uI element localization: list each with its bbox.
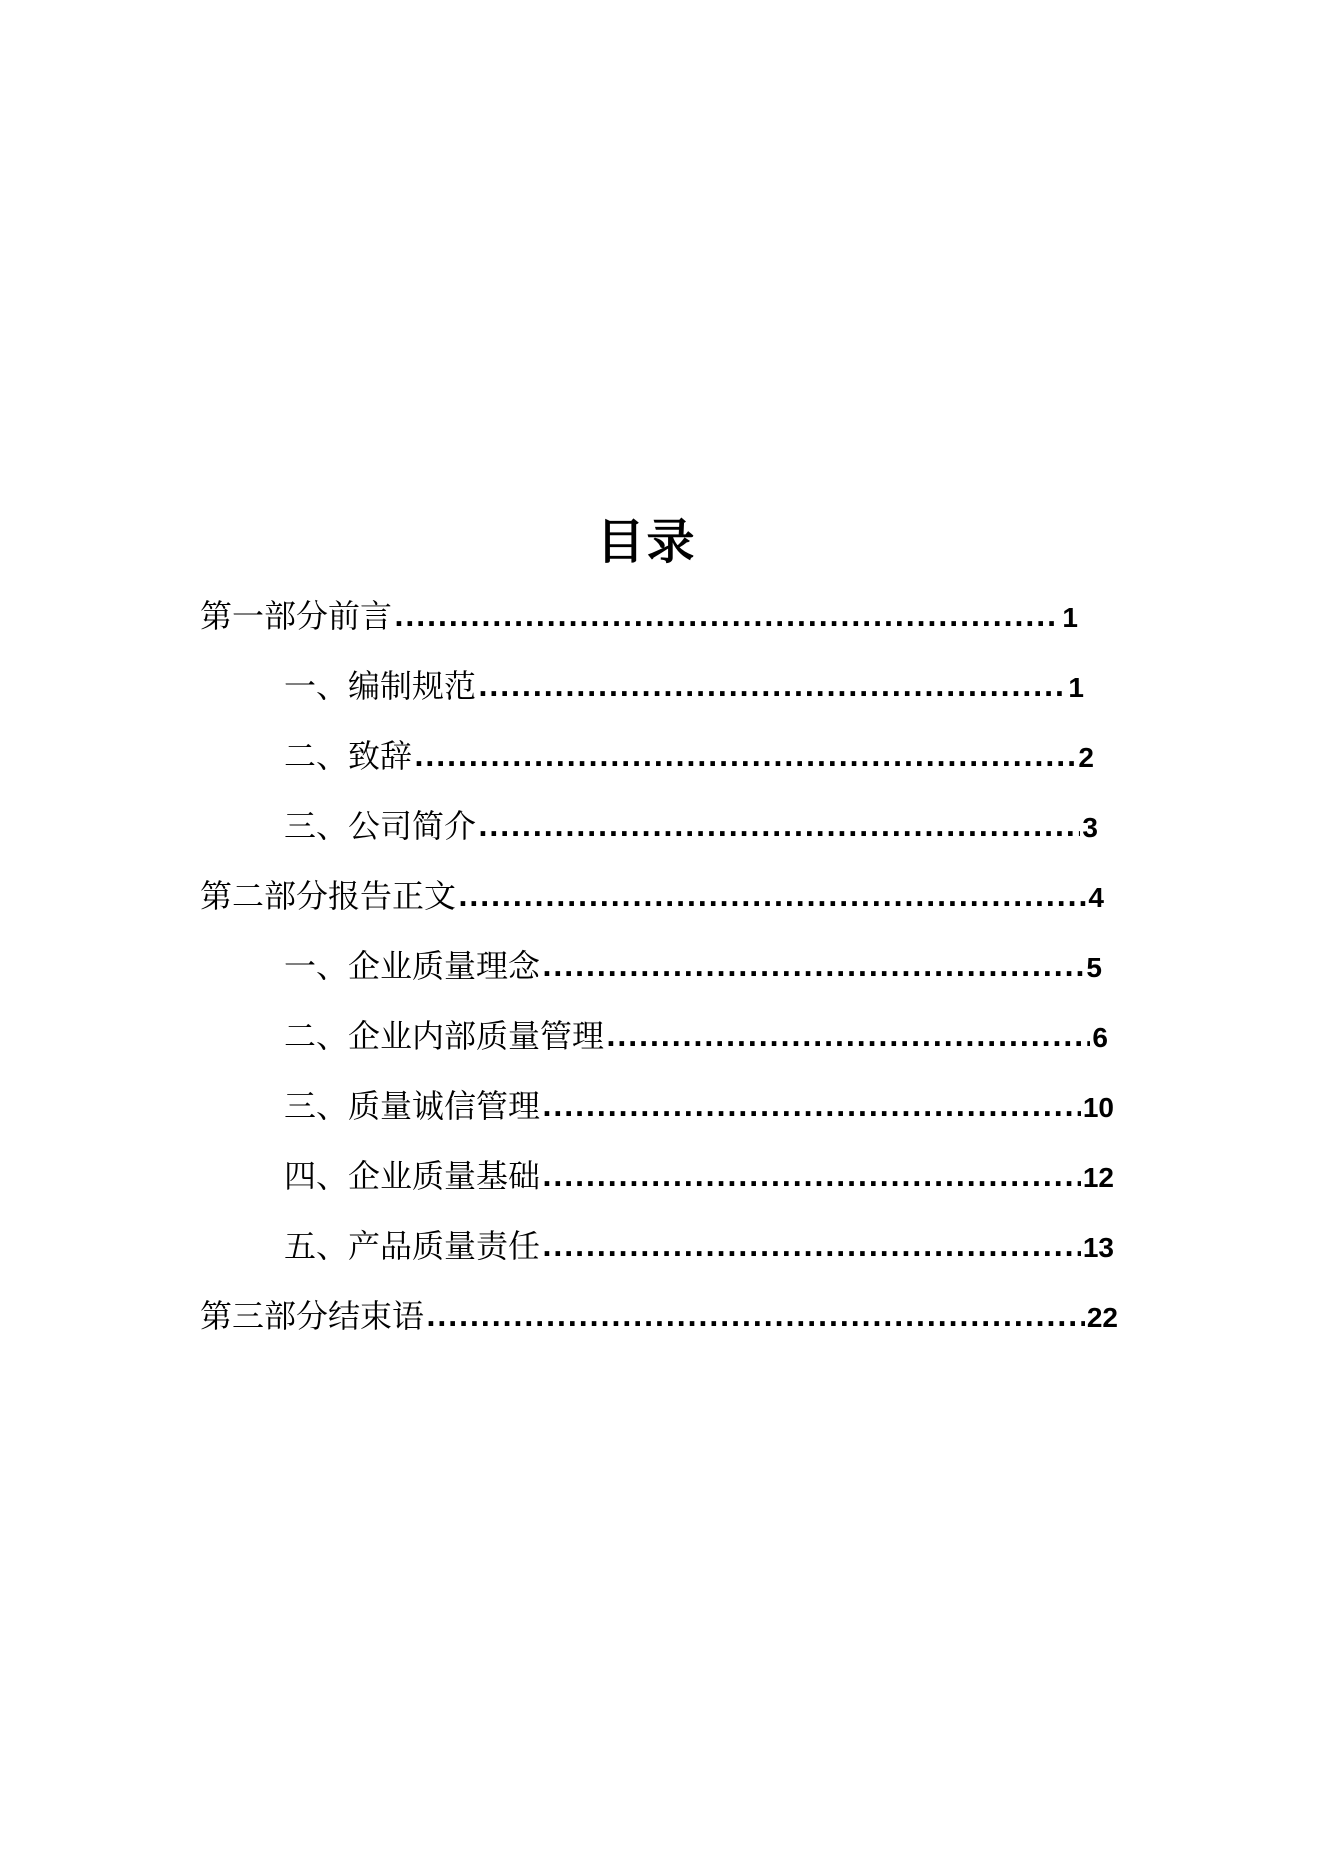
toc-entry-section [284, 1014, 1108, 1058]
toc-entry-part-1 [200, 594, 1078, 638]
toc-page-number: 6 [1092, 1022, 1108, 1053]
toc-page-number: 10 [1082, 1092, 1114, 1123]
toc-entry-label: 编制规范 [348, 667, 477, 705]
toc-dot-leader [540, 1088, 1081, 1128]
toc-entry-label: 致辞 [348, 737, 413, 775]
toc-dot-leader [456, 878, 1086, 918]
toc-page-number: 1 [1068, 672, 1084, 703]
toc-title: 目录 [596, 514, 697, 570]
toc-entry-part-3 [200, 1294, 1118, 1338]
toc-entry-section [284, 804, 1098, 848]
toc-dot-leader [392, 598, 1060, 638]
toc-entry-section [284, 1084, 1114, 1128]
toc-entry-label: 产品质量责任 [348, 1227, 541, 1265]
toc-part-label: 第三部分 [200, 1297, 329, 1335]
toc-section-number: 一、 [284, 667, 349, 705]
toc-section-number: 二、 [284, 737, 349, 775]
toc-entry-label: 质量诚信管理 [348, 1087, 541, 1125]
toc-page-number: 1 [1062, 602, 1078, 633]
toc-part-label: 第二部分 [200, 877, 329, 915]
toc-entry-section [284, 1154, 1114, 1198]
toc-page-number: 13 [1082, 1232, 1114, 1263]
toc-dot-leader [540, 1158, 1081, 1198]
toc-dot-leader [540, 948, 1084, 988]
toc-section-number: 三、 [284, 1087, 349, 1125]
toc-dot-leader [476, 668, 1066, 708]
toc-section-number: 三、 [284, 807, 349, 845]
toc-dot-leader [424, 1298, 1085, 1338]
toc-entry-section [284, 1224, 1114, 1268]
toc-dot-leader [540, 1228, 1081, 1268]
toc-page-number: 4 [1088, 882, 1104, 913]
toc-entry-label: 报告正文 [328, 877, 457, 915]
toc-dot-leader [412, 738, 1076, 778]
toc-section-number: 五、 [284, 1227, 349, 1265]
toc-entry-label: 企业内部质量管理 [348, 1017, 605, 1055]
toc-page-number: 22 [1086, 1302, 1118, 1333]
toc-entry-label: 公司简介 [348, 807, 477, 845]
toc-dot-leader [604, 1018, 1090, 1058]
toc-entry-part-2 [200, 874, 1104, 918]
toc-entry-section [284, 734, 1094, 778]
toc-section-number: 四、 [284, 1157, 349, 1195]
toc-page-number: 12 [1082, 1162, 1114, 1193]
toc-entry-section [284, 664, 1084, 708]
toc-entry-label: 前言 [328, 597, 393, 635]
toc-section-number: 二、 [284, 1017, 349, 1055]
toc-page-number: 3 [1082, 812, 1098, 843]
toc-page-number: 2 [1078, 742, 1094, 773]
toc-part-label: 第一部分 [200, 597, 329, 635]
toc-entry-section [284, 944, 1102, 988]
toc-entry-label: 企业质量理念 [348, 947, 541, 985]
toc-entry-label: 企业质量基础 [348, 1157, 541, 1195]
toc-entry-label: 结束语 [328, 1297, 425, 1335]
toc-dot-leader [476, 808, 1080, 848]
toc-section-number: 一、 [284, 947, 349, 985]
toc-page-number: 5 [1086, 952, 1102, 983]
